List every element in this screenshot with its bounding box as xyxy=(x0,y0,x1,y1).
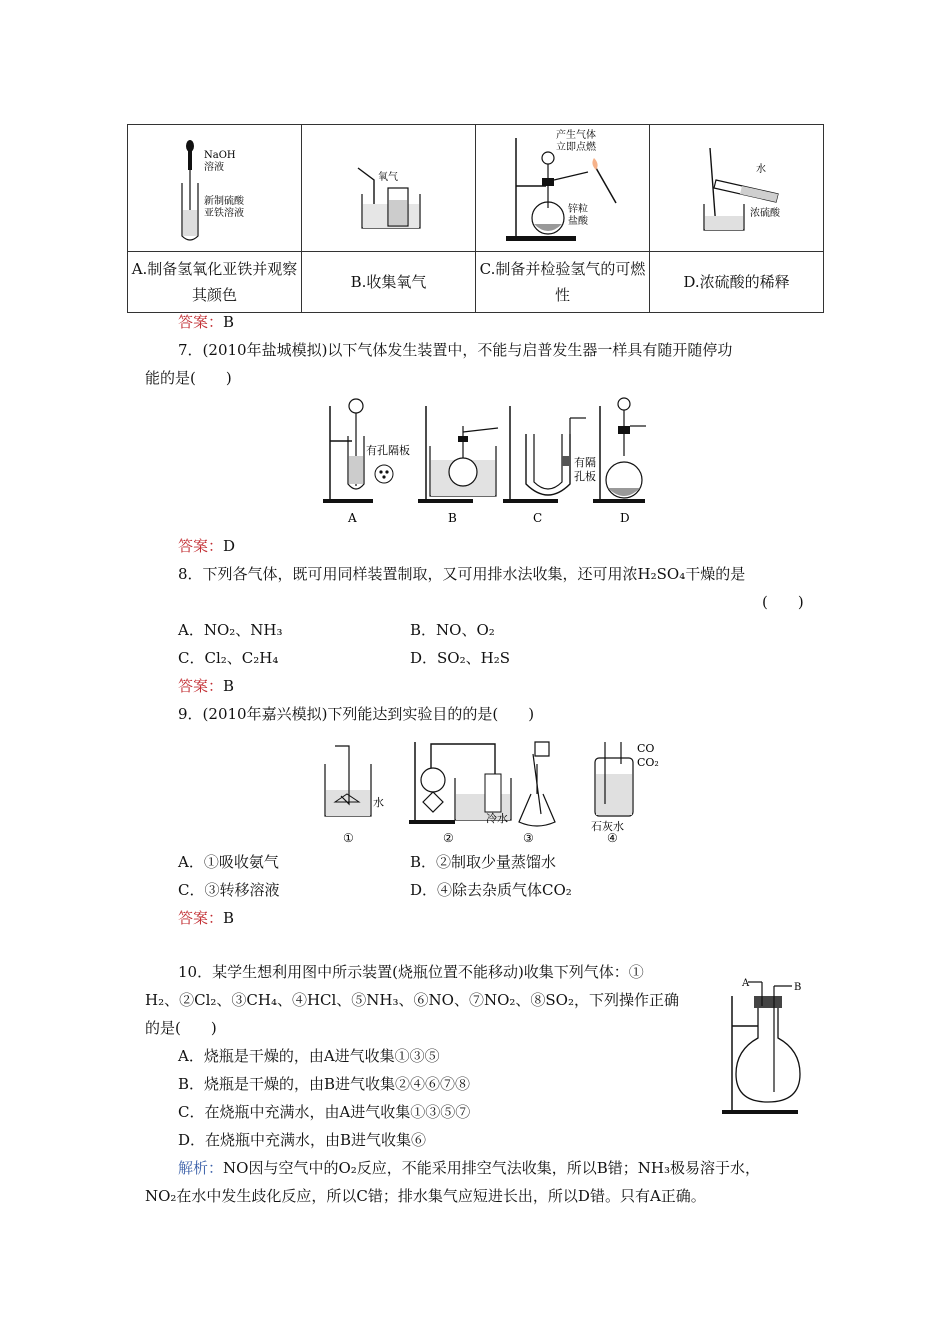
q6-c-label1: 产生气体 xyxy=(556,130,596,141)
answer-label: 答案： xyxy=(178,909,224,927)
q8-stem-line1: 8．下列各气体，既可用同样装置制取，又可用排水法收集，还可用浓H₂SO₄干燥的是 xyxy=(178,565,746,583)
q6-a-label3: 新制硫酸 xyxy=(204,196,244,207)
q10-option-a: A．烧瓶是干燥的，由A进气收集①③⑤ xyxy=(178,1047,440,1065)
answer-value: B xyxy=(223,677,235,695)
q8-option-c: C．Cl₂、C₂H₄ xyxy=(178,649,279,667)
q8-option-b: B．NO、O₂ xyxy=(410,621,495,639)
q7-fig-label-c: C xyxy=(533,511,543,525)
q6-b-label1: 氧气 xyxy=(378,172,398,183)
q6-fig-d-cell xyxy=(650,125,824,252)
q7-fig-label-d: D xyxy=(620,511,630,525)
hydrogen-generator-figure xyxy=(476,128,646,248)
q6-fig-a-cell xyxy=(128,125,302,252)
analysis-text: NO因与空气中的O₂反应，不能采用排空气法收集，所以B错；NH₃极易溶于水， xyxy=(223,1159,760,1177)
answer-label: 答案： xyxy=(178,537,224,555)
dropper-test-tube-figure xyxy=(128,128,298,248)
q9-fig-label-3: ③ xyxy=(523,831,534,845)
q7-c-note1: 有隔 xyxy=(574,456,596,469)
q9-fig2-note: 冷水 xyxy=(486,812,508,825)
q7-stem-line1: 7．(2010年盐城模拟)以下气体发生装置中，不能与启普发生器一样具有随开随停功 xyxy=(178,341,733,359)
q6-caption-a: A.制备氢氧化亚铁并观察其颜色 xyxy=(128,252,302,313)
q6-c-label3: 锌粒 xyxy=(568,204,588,215)
q6-d-label1: 水 xyxy=(756,164,766,175)
q9-stem-line1: 9．(2010年嘉兴模拟)下列能达到实验目的的是( ) xyxy=(178,705,535,723)
q9-answer xyxy=(178,908,234,928)
q7-c-note2: 孔板 xyxy=(574,470,596,483)
analysis-label: 解析： xyxy=(178,1159,224,1177)
q8-option-d: D．SO₂、H₂S xyxy=(410,649,510,667)
q6-answer xyxy=(178,312,234,332)
q9-fig-label-4: ④ xyxy=(607,831,618,845)
q7-figure xyxy=(318,396,648,531)
q6-fig-b-cell xyxy=(302,125,476,252)
q10-option-d: D．在烧瓶中充满水，由B进气收集⑥ xyxy=(178,1131,427,1149)
q9-figure xyxy=(315,734,659,846)
q10-stem-line1: 10．某学生想利用图中所示装置(烧瓶位置不能移动)收集下列气体：① xyxy=(178,963,644,981)
q10-stem-line3: 的是( ) xyxy=(145,1019,217,1037)
q9-fig1-note: 水 xyxy=(373,796,384,809)
q10-analysis-line1 xyxy=(178,1158,760,1178)
q10-label-b: B xyxy=(794,982,802,993)
gas-collection-figure xyxy=(302,128,472,248)
acid-dilution-figure xyxy=(650,128,820,248)
q8-answer xyxy=(178,676,234,696)
q6-a-label4: 亚铁溶液 xyxy=(204,208,244,219)
q9-fig-label-1: ① xyxy=(343,831,354,845)
q8-paren: ( ) xyxy=(762,593,804,611)
q9-fig4-note: 石灰水 xyxy=(591,820,624,833)
q9-option-b: B．②制取少量蒸馏水 xyxy=(410,853,557,871)
q6-fig-c-cell xyxy=(476,125,650,252)
q6-a-label1: NaOH xyxy=(204,150,236,161)
q9-option-a: A．①吸收氨气 xyxy=(178,853,279,871)
answer-value: B xyxy=(223,313,235,331)
q7-fig-label-a: A xyxy=(348,511,357,525)
q6-caption-c: C.制备并检验氢气的可燃性 xyxy=(476,252,650,313)
q9-option-c: C．③转移溶液 xyxy=(178,881,280,899)
q7-stem-line2: 能的是( ) xyxy=(145,369,232,387)
q9-fig4-gas1: CO xyxy=(637,742,655,755)
answer-label: 答案： xyxy=(178,313,224,331)
q10-stem-line2: H₂、②Cl₂、③CH₄、④HCl、⑤NH₃、⑥NO、⑦NO₂、⑧SO₂，下列操作正确 xyxy=(145,991,679,1009)
q10-label-a: A xyxy=(742,978,750,989)
q6-table xyxy=(127,124,824,313)
q6-caption-b: B.收集氧气 xyxy=(302,252,476,313)
q6-caption-d: D.浓硫酸的稀释 xyxy=(650,252,824,313)
q10-option-b: B．烧瓶是干燥的，由B进气收集②④⑥⑦⑧ xyxy=(178,1075,471,1093)
answer-label: 答案： xyxy=(178,677,224,695)
q6-a-label2: 溶液 xyxy=(204,162,224,173)
q9-option-d: D．④除去杂质气体CO₂ xyxy=(410,881,572,899)
q10-analysis-line2: NO₂在水中发生歧化反应，所以C错；排水集气应短进长出，所以D错。只有A正确。 xyxy=(145,1187,706,1205)
q7-answer xyxy=(178,536,235,556)
q7-fig-label-b: B xyxy=(448,511,457,525)
q9-fig-label-2: ② xyxy=(443,831,454,845)
q6-c-label2: 立即点燃 xyxy=(556,142,596,153)
answer-value: D xyxy=(223,537,236,555)
q7-a-note: 有孔隔板 xyxy=(366,444,410,457)
q6-c-label4: 盐酸 xyxy=(568,216,588,227)
q10-flask-figure xyxy=(718,976,810,1118)
answer-value: B xyxy=(223,909,235,927)
q9-fig4-gas2: CO₂ xyxy=(637,756,659,769)
q10-option-c: C．在烧瓶中充满水，由A进气收集①③⑤⑦ xyxy=(178,1103,471,1121)
q8-option-a: A．NO₂、NH₃ xyxy=(178,621,283,639)
q6-d-label2: 浓硫酸 xyxy=(750,208,780,219)
